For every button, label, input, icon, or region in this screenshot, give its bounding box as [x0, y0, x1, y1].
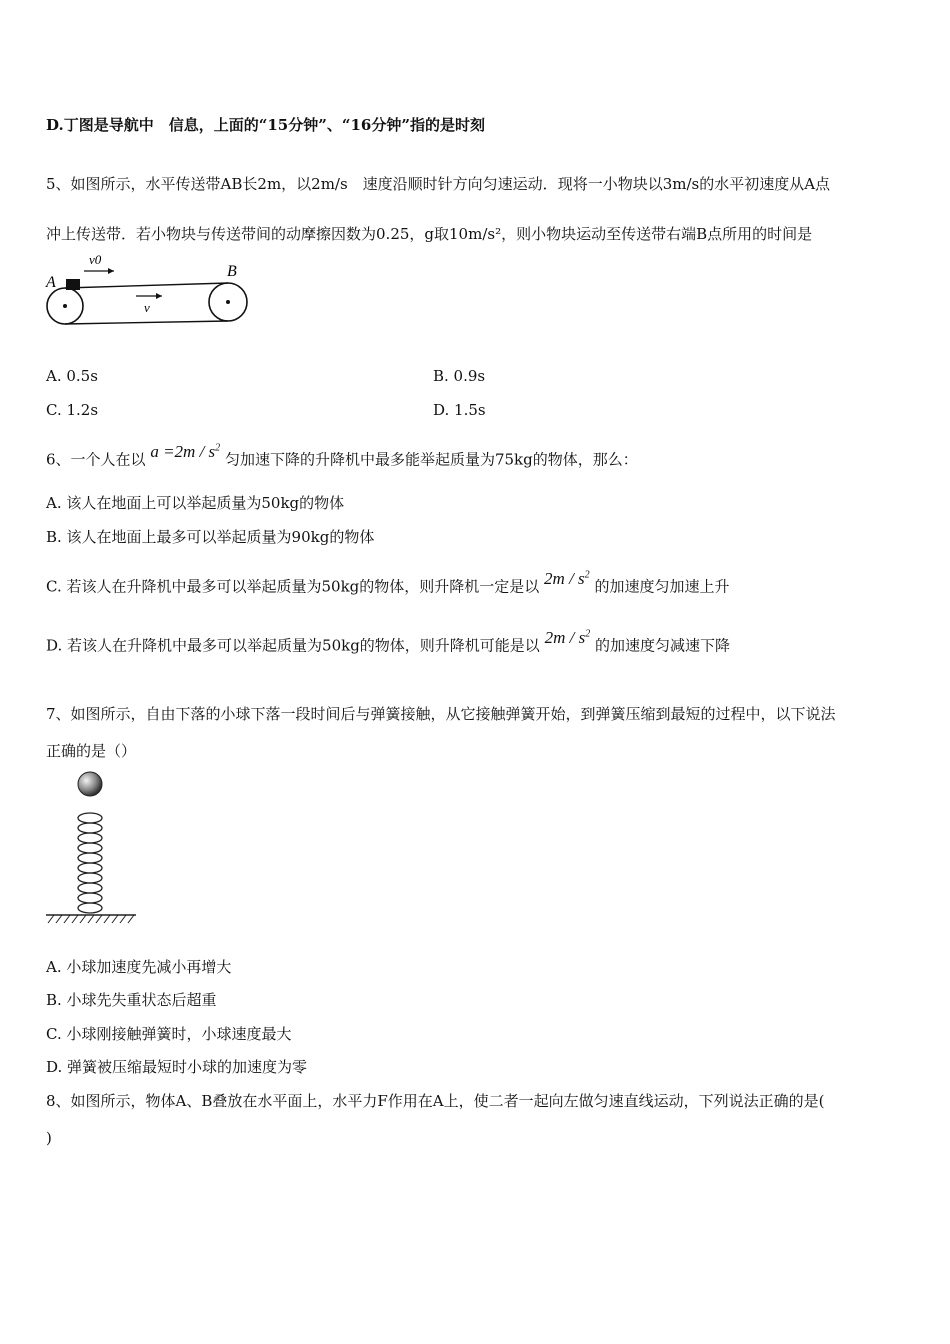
q5-option-d: D. 1.5s — [433, 401, 486, 419]
q6-option-b: B. 该人在地面上最多可以举起质量为90kg的物体 — [46, 528, 375, 546]
q6-suffix: 匀加速下降的升降机中最多能举起质量为75kg的物体，那么： — [224, 450, 638, 469]
q6-option-a: A. 该人在地面上可以举起质量为50kg的物体 — [46, 494, 345, 512]
q4-option-d: D.丁图是导航中 信息，上面的“15分钟”、“16分钟”指的是时刻 — [46, 116, 485, 134]
belt-bottom — [65, 321, 228, 324]
q5-option-c: C. 1.2s — [46, 401, 99, 419]
right-pulley-axle — [226, 300, 230, 304]
q7-option-d: D. 弹簧被压缩最短时小球的加速度为零 — [46, 1058, 308, 1076]
ground-hatching — [48, 915, 134, 923]
q7-line2: 正确的是（） — [46, 742, 137, 760]
q6-stem — [46, 441, 638, 470]
q5-line1: 5、如图所示，水平传送带AB长2m，以2m/s 速度沿顺时针方向匀速运动．现将一小物块以3m/s的水平初速度从A点 — [46, 175, 831, 193]
q5-option-a: A. 0.5s — [46, 367, 98, 385]
q8-line1: 8、如图所示，物体A、B叠放在水平面上，水平力F作用在A上，使二者一起向左做匀速直线运动，下列说法正确的是( — [46, 1092, 825, 1110]
q6-prefix: 6、一个人在以 — [46, 450, 146, 469]
spring — [78, 813, 102, 913]
q6-formula: $a =2m / s^2$ — [150, 441, 221, 461]
q6-option-d: D. 若该人在升降机中最多可以举起质量为50kg的物体，则升降机可能是以 $2m / s^2$ 的加速度匀减速下降 — [46, 627, 731, 655]
v0-arrowhead — [108, 268, 114, 274]
q7-option-b: B. 小球先失重状态后超重 — [46, 991, 217, 1009]
ball — [78, 772, 102, 796]
ball-spring-figure — [44, 768, 144, 928]
point-b-label: B — [227, 263, 237, 280]
belt-top — [65, 283, 228, 288]
q7-option-a: A. 小球加速度先减小再增大 — [46, 958, 232, 976]
q5-line2: 冲上传送带．若小物块与传送带间的动摩擦因数为0.25，g取10m/s²，则小物块运动至传送带右端B点所用的时间是 — [46, 225, 813, 243]
q8-line2: ) — [46, 1129, 52, 1147]
q6-option-c: C. 若该人在升降机中最多可以举起质量为50kg的物体，则升降机一定是以 $2m / s^2$ 的加速度匀加速上升 — [46, 568, 730, 596]
q7-line1: 7、如图所示，自由下落的小球下落一段时间后与弹簧接触，从它接触弹簧开始，到弹簧压缩到最短的过程中，以下说法 — [46, 705, 836, 723]
left-pulley-axle — [63, 304, 67, 308]
v-label: v — [144, 300, 150, 315]
q7-option-c: C. 小球刚接触弹簧时，小球速度最大 — [46, 1025, 292, 1043]
q5-option-b: B. 0.9s — [433, 367, 486, 385]
conveyor-belt-figure — [44, 252, 254, 332]
point-a-label: A — [46, 274, 56, 291]
v0-label: v0 — [89, 252, 102, 267]
v-arrowhead — [156, 293, 162, 299]
q6-d-accel: $2m / s^2$ — [544, 627, 591, 647]
q6-c-accel: $2m / s^2$ — [544, 568, 590, 588]
